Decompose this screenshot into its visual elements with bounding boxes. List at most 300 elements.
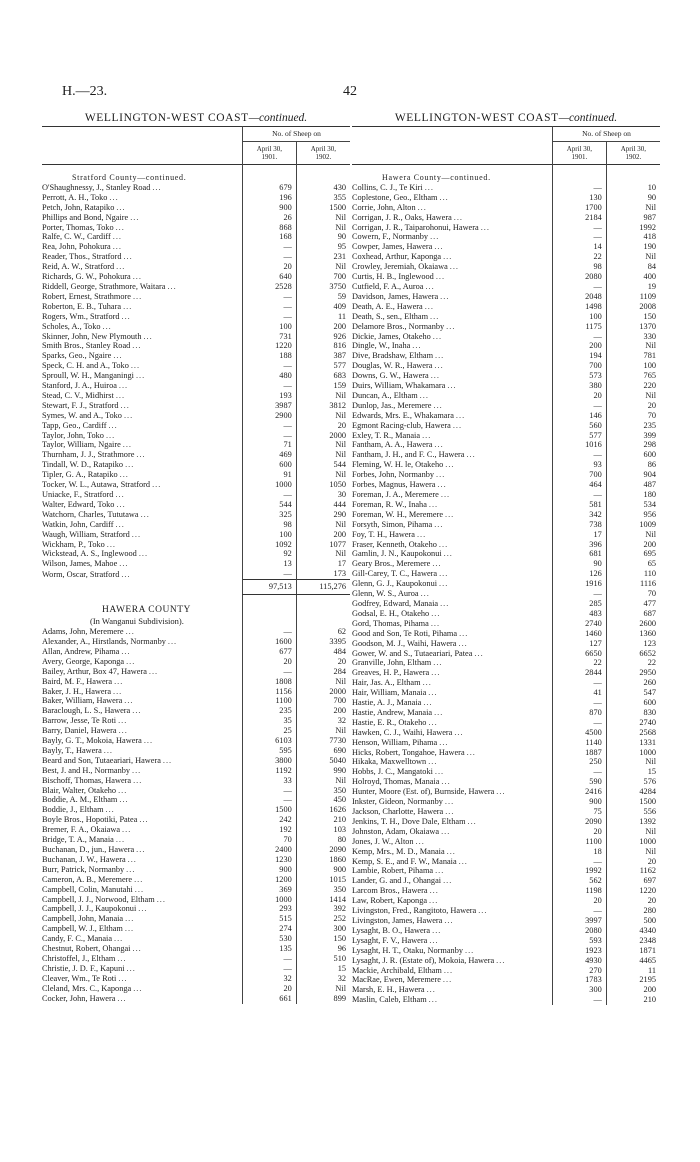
owner-name: Hair, Jas. A., Eltham ... bbox=[352, 678, 432, 688]
sheep-1901: 22 bbox=[553, 252, 607, 262]
sheep-1902: 20 bbox=[296, 657, 350, 667]
sheep-1902: Nil bbox=[606, 530, 660, 540]
sheep-1902: 200 bbox=[606, 540, 660, 550]
sheep-1902: 200 bbox=[296, 322, 350, 332]
table-row bbox=[352, 777, 660, 787]
table-row bbox=[352, 371, 660, 381]
sheep-1902: Nil bbox=[296, 549, 350, 559]
table-row bbox=[352, 619, 660, 629]
owner-name: Greaves, H. P., Hawera ... bbox=[352, 668, 441, 678]
sheep-1901: 483 bbox=[553, 609, 607, 619]
owner-name: Campbell, J. J., Kaupokonui ... bbox=[42, 904, 148, 914]
table-row bbox=[42, 964, 350, 974]
no-of-sheep-header: No. of Sheep on bbox=[243, 127, 351, 142]
sheep-1902: 1626 bbox=[296, 805, 350, 815]
sheep-1901: 235 bbox=[243, 706, 297, 716]
sheep-1901: 1140 bbox=[553, 738, 607, 748]
sheep-1902: 576 bbox=[606, 777, 660, 787]
sheep-1901: 1192 bbox=[243, 766, 297, 776]
sheep-1901: — bbox=[243, 795, 297, 805]
sheep-1901: 731 bbox=[243, 332, 297, 342]
section-total-row bbox=[42, 580, 350, 595]
sheep-1902: 1500 bbox=[606, 797, 660, 807]
sheep-1902: 1331 bbox=[606, 738, 660, 748]
table-row bbox=[42, 401, 350, 411]
sheep-1902: 7730 bbox=[296, 736, 350, 746]
table-row bbox=[352, 421, 660, 431]
sheep-1902: 484 bbox=[296, 647, 350, 657]
sheep-1901: 681 bbox=[553, 549, 607, 559]
sheep-1902: 444 bbox=[296, 500, 350, 510]
sheep-1901: 75 bbox=[553, 807, 607, 817]
sheep-1902: 899 bbox=[296, 994, 350, 1004]
no-of-sheep-header: No. of Sheep on bbox=[553, 127, 661, 142]
table-row bbox=[42, 786, 350, 796]
sheep-1902: Nil bbox=[606, 847, 660, 857]
table-row bbox=[352, 282, 660, 292]
table-row bbox=[42, 875, 350, 885]
owner-name: Baker, J. H., Hawera ... bbox=[42, 686, 123, 696]
sheep-1902: 418 bbox=[606, 232, 660, 242]
sheep-1902: 2600 bbox=[606, 619, 660, 629]
sheep-1902: 1000 bbox=[606, 837, 660, 847]
sheep-1901: 1200 bbox=[243, 875, 297, 885]
sheep-1901: 126 bbox=[553, 569, 607, 579]
sheep-1901: 1600 bbox=[243, 637, 297, 647]
owner-name: Adams, John, Meremere ... bbox=[42, 627, 135, 637]
sheep-1901: 900 bbox=[243, 203, 297, 213]
sheep-1901: 127 bbox=[553, 639, 607, 649]
sheep-1902: 500 bbox=[606, 916, 660, 926]
section-title-row: Stratford County—continued. bbox=[42, 173, 350, 183]
table-row bbox=[42, 520, 350, 530]
owner-name: Christie, J. D. F., Kapuni ... bbox=[42, 963, 136, 973]
sheep-1901: 573 bbox=[553, 371, 607, 381]
sheep-1902: 84 bbox=[606, 262, 660, 272]
sheep-1901: 100 bbox=[243, 530, 297, 540]
owner-name: Barrow, Jesse, Te Roti ... bbox=[42, 716, 128, 726]
table-row bbox=[42, 411, 350, 421]
sheep-1901: 1498 bbox=[553, 302, 607, 312]
table-row bbox=[352, 520, 660, 530]
sheep-1902: 697 bbox=[606, 876, 660, 886]
table-row bbox=[352, 252, 660, 262]
owner-name: Foreman, J. A., Meremere ... bbox=[352, 490, 451, 499]
sheep-1901: 25 bbox=[243, 726, 297, 736]
left-column-title: WELLINGTON-WEST COAST—continued. bbox=[84, 112, 308, 124]
sheep-1902: 17 bbox=[296, 559, 350, 569]
table-row bbox=[352, 817, 660, 827]
owner-name: Davidson, James, Hawera ... bbox=[352, 291, 450, 301]
sheep-1902: 990 bbox=[296, 766, 350, 776]
table-row bbox=[352, 450, 660, 460]
owner-name: Boyle Bros., Hopotiki, Patea ... bbox=[42, 815, 149, 825]
owner-name: Cowern, F., Normanby ... bbox=[352, 232, 440, 242]
owner-name: Alexander, A., Hirstlands, Normanby ... bbox=[42, 636, 178, 646]
sheep-1901: 544 bbox=[243, 500, 297, 510]
sheep-1902: Nil bbox=[606, 341, 660, 351]
sheep-1902: 1077 bbox=[296, 540, 350, 550]
table-row bbox=[42, 252, 350, 262]
table-row bbox=[352, 332, 660, 342]
table-row bbox=[352, 262, 660, 272]
owner-name: Curtis, H. B., Inglewood ... bbox=[352, 272, 446, 282]
owner-name: Tindall, W. D., Ratapiko ... bbox=[42, 460, 135, 470]
table-row bbox=[42, 559, 350, 569]
owner-name: Hastie, E. R., Otakeho ... bbox=[352, 717, 438, 727]
sheep-1902: 765 bbox=[606, 371, 660, 381]
table-row bbox=[352, 668, 660, 678]
table-row bbox=[352, 837, 660, 847]
table-row bbox=[42, 835, 350, 845]
owner-name: Foy, T. H., Hawera ... bbox=[352, 529, 427, 539]
sheep-1901: — bbox=[243, 421, 297, 431]
table-row bbox=[352, 460, 660, 470]
sheep-1902: 4284 bbox=[606, 787, 660, 797]
owner-name: Delamore Bros., Normanby ... bbox=[352, 321, 456, 331]
section-title-row: HAWERA COUNTY bbox=[42, 604, 350, 617]
sheep-1901: 93 bbox=[553, 460, 607, 470]
sheep-1902: 200 bbox=[296, 530, 350, 540]
owner-name: Godsal, E. H., Otakeho ... bbox=[352, 608, 441, 618]
sheep-1902: 80 bbox=[296, 835, 350, 845]
sheep-1901: 2184 bbox=[553, 213, 607, 223]
table-row bbox=[42, 974, 350, 984]
sheep-1902: 2000 bbox=[296, 687, 350, 697]
table-row bbox=[352, 629, 660, 639]
owner-name: Kemp, S. E., and F. W., Manaia ... bbox=[352, 856, 468, 866]
table-row bbox=[42, 213, 350, 223]
owner-name: Mackie, Archibald, Eltham ... bbox=[352, 965, 454, 975]
sheep-1901: — bbox=[243, 964, 297, 974]
table-row bbox=[42, 203, 350, 213]
owner-name: Marsh, E. H., Hawera ... bbox=[352, 985, 436, 995]
table-row bbox=[352, 272, 660, 282]
owner-name: Perrott, A. H., Toko ... bbox=[42, 192, 119, 202]
sheep-1902: Nil bbox=[296, 411, 350, 421]
header-row bbox=[352, 127, 660, 142]
table-row bbox=[352, 718, 660, 728]
sheep-1901: — bbox=[243, 312, 297, 322]
sheep-1901: 20 bbox=[553, 896, 607, 906]
table-row bbox=[352, 847, 660, 857]
table-row bbox=[352, 866, 660, 876]
table-row bbox=[42, 845, 350, 855]
sheep-1902: 556 bbox=[606, 807, 660, 817]
owner-name: Speck, C. H. and A., Toko ... bbox=[42, 361, 141, 371]
total-1902: 115,276 bbox=[296, 580, 350, 595]
sheep-1902: 1360 bbox=[606, 629, 660, 639]
table-row bbox=[42, 371, 350, 381]
table-row bbox=[42, 706, 350, 716]
table-row bbox=[352, 787, 660, 797]
owner-name: Wickstead, A. S., Inglewood ... bbox=[42, 549, 149, 559]
sheep-1902: 2090 bbox=[296, 845, 350, 855]
owner-name: Fraser, Kenneth, Otakeho ... bbox=[352, 539, 449, 549]
sheep-1901: 98 bbox=[553, 262, 607, 272]
owner-name: Gamlin, J. N., Kaupokonui ... bbox=[352, 549, 453, 559]
owner-name: Campbell, W. J., Eltham ... bbox=[42, 924, 135, 934]
sheep-1901: 22 bbox=[553, 658, 607, 668]
table-row bbox=[352, 728, 660, 738]
table-row bbox=[352, 698, 660, 708]
table-row bbox=[352, 559, 660, 569]
sheep-1902: 284 bbox=[296, 667, 350, 677]
table-row bbox=[42, 361, 350, 371]
table-row bbox=[352, 569, 660, 579]
owner-name: Gord, Thomas, Pihama ... bbox=[352, 618, 441, 628]
sheep-1902: 20 bbox=[606, 857, 660, 867]
owner-name: Allan, Andrew, Pihama ... bbox=[42, 646, 131, 656]
owner-name: Geary Bros., Meremere ... bbox=[352, 559, 442, 569]
sheep-1902: 180 bbox=[606, 490, 660, 500]
right-sheep-table bbox=[352, 126, 660, 1005]
table-row bbox=[352, 490, 660, 500]
sheep-1901: 20 bbox=[553, 827, 607, 837]
sheep-1901: 700 bbox=[553, 361, 607, 371]
sheep-1901: 70 bbox=[243, 835, 297, 845]
date2-header: April 30, 1902. bbox=[606, 142, 660, 165]
sheep-1901: 396 bbox=[553, 540, 607, 550]
sheep-1901: 1000 bbox=[243, 480, 297, 490]
table-row bbox=[352, 351, 660, 361]
sheep-1901: 738 bbox=[553, 520, 607, 530]
sheep-1902: 11 bbox=[606, 966, 660, 976]
sheep-1901: 2048 bbox=[553, 292, 607, 302]
table-row bbox=[42, 756, 350, 766]
table-row bbox=[352, 678, 660, 688]
sheep-1901: 2080 bbox=[553, 272, 607, 282]
owner-name: Dive, Bradshaw, Eltham ... bbox=[352, 351, 445, 361]
sheep-1902: 1860 bbox=[296, 855, 350, 865]
sheep-1901: 188 bbox=[243, 351, 297, 361]
date1-header: April 30, 1901. bbox=[553, 142, 607, 165]
table-row bbox=[352, 876, 660, 886]
sheep-1902: 1392 bbox=[606, 817, 660, 827]
owner-name: Coxhead, Arthur, Kaponga ... bbox=[352, 252, 453, 262]
table-row bbox=[42, 569, 350, 579]
table-row bbox=[352, 292, 660, 302]
table-row bbox=[42, 242, 350, 252]
table-row bbox=[42, 657, 350, 667]
sheep-1901: — bbox=[553, 232, 607, 242]
owner-name: Stead, C. V., Midhirst ... bbox=[42, 390, 126, 400]
sheep-1901: — bbox=[553, 589, 607, 599]
table-row bbox=[352, 757, 660, 767]
owner-name: Buchanan, D., jun., Hawera ... bbox=[42, 845, 146, 854]
sheep-1901: 600 bbox=[243, 460, 297, 470]
sheep-1901: 1230 bbox=[243, 855, 297, 865]
table-row bbox=[42, 924, 350, 934]
owner-name: Fantham, J. H., and F. C., Hawera ... bbox=[352, 450, 476, 460]
owner-name: Gill-Carey, T. C., Hawera ... bbox=[352, 569, 449, 579]
table-row bbox=[42, 855, 350, 865]
owner-name: Jenkins, T. H., Dove Dale, Eltham ... bbox=[352, 816, 477, 826]
table-row bbox=[42, 726, 350, 736]
owner-name: Forsyth, Simon, Pihama ... bbox=[352, 519, 444, 529]
owner-name: Beard and Son, Tutaeariari, Hawera ... bbox=[42, 755, 173, 765]
owner-name: Hikaka, Maxwelltown ... bbox=[352, 757, 438, 767]
sheep-1901: 92 bbox=[243, 549, 297, 559]
sheep-1902: 103 bbox=[296, 825, 350, 835]
sheep-1901: 1100 bbox=[243, 696, 297, 706]
sheep-1902: 690 bbox=[296, 746, 350, 756]
sheep-1902: 534 bbox=[606, 500, 660, 510]
sheep-1901: 560 bbox=[553, 421, 607, 431]
table-row bbox=[42, 954, 350, 964]
owner-name: Cutfield, F. A., Auroa ... bbox=[352, 281, 435, 291]
owner-name: Corrigan, J. R., Taiparohonui, Hawera ... bbox=[352, 222, 490, 232]
table-row bbox=[352, 906, 660, 916]
sheep-1902: 150 bbox=[606, 312, 660, 322]
table-row bbox=[42, 540, 350, 550]
sheep-1902: 816 bbox=[296, 341, 350, 351]
table-row bbox=[42, 677, 350, 687]
owner-name: Candy, F. C., Manaia ... bbox=[42, 934, 124, 944]
sheep-1902: 90 bbox=[606, 193, 660, 203]
sheep-1902: Nil bbox=[296, 262, 350, 272]
table-row bbox=[42, 934, 350, 944]
sheep-1901: 20 bbox=[243, 984, 297, 994]
sheep-1902: 700 bbox=[296, 272, 350, 282]
sheep-1902: 3395 bbox=[296, 637, 350, 647]
owner-name: Duncan, A., Eltham ... bbox=[352, 390, 429, 400]
table-row bbox=[42, 272, 350, 282]
table-row bbox=[352, 391, 660, 401]
section-subtitle-row: (In Wanganui Subdivision). bbox=[42, 617, 350, 627]
right-column-title: WELLINGTON-WEST COAST—continued. bbox=[394, 112, 618, 124]
sheep-1902: 987 bbox=[606, 213, 660, 223]
sheep-1901: 196 bbox=[243, 193, 297, 203]
sheep-1902: 956 bbox=[606, 510, 660, 520]
sheep-1902: 1370 bbox=[606, 322, 660, 332]
owner-name: Collins, C. J., Te Kiri ... bbox=[352, 182, 434, 192]
sheep-1902: 159 bbox=[296, 381, 350, 391]
sheep-1901: 274 bbox=[243, 924, 297, 934]
sheep-1901: — bbox=[243, 490, 297, 500]
sheep-1902: 235 bbox=[606, 421, 660, 431]
table-row bbox=[352, 440, 660, 450]
sheep-1901: 135 bbox=[243, 944, 297, 954]
sheep-1901: 71 bbox=[243, 440, 297, 450]
sheep-1901: 242 bbox=[243, 815, 297, 825]
sheep-1901: — bbox=[553, 332, 607, 342]
owner-name: Livingston, James, Hawera ... bbox=[352, 915, 454, 925]
sheep-1901: — bbox=[243, 292, 297, 302]
sheep-1902: 90 bbox=[296, 232, 350, 242]
owner-name: Jones, J. W., Alton ... bbox=[352, 836, 425, 846]
sheep-1901: 342 bbox=[553, 510, 607, 520]
sheep-1901: 2900 bbox=[243, 411, 297, 421]
sheep-1901: 32 bbox=[243, 974, 297, 984]
sheep-1901: 1175 bbox=[553, 322, 607, 332]
sheep-1901: 380 bbox=[553, 381, 607, 391]
sheep-1902: 15 bbox=[606, 767, 660, 777]
sheep-1901: — bbox=[243, 627, 297, 637]
owner-name: Crowley, Jeremiah, Okaiawa ... bbox=[352, 262, 459, 272]
sheep-1901: — bbox=[553, 995, 607, 1005]
sheep-1901: 1000 bbox=[243, 895, 297, 905]
sheep-1902: 95 bbox=[296, 242, 350, 252]
table-row bbox=[352, 946, 660, 956]
sheep-1902: 1000 bbox=[606, 748, 660, 758]
sheep-1901: — bbox=[243, 302, 297, 312]
table-row bbox=[352, 480, 660, 490]
table-row bbox=[42, 530, 350, 540]
section-title-row: Hawera County—continued. bbox=[352, 173, 660, 183]
table-row bbox=[352, 242, 660, 252]
sheep-1901: — bbox=[243, 786, 297, 796]
sheep-1901: 293 bbox=[243, 904, 297, 914]
sheep-1902: 544 bbox=[296, 460, 350, 470]
table-row bbox=[352, 322, 660, 332]
owner-name: Boddie, A. M., Eltham ... bbox=[42, 795, 129, 805]
owner-name: Granville, John, Eltham ... bbox=[352, 658, 443, 668]
sheep-1902: 123 bbox=[606, 639, 660, 649]
owner-name: Livingston, Fred., Rangitoto, Hawera ... bbox=[352, 906, 488, 916]
sheep-1901: 192 bbox=[243, 825, 297, 835]
sheep-1902: 2000 bbox=[296, 431, 350, 441]
table-row bbox=[352, 936, 660, 946]
owner-name: Cocker, John, Hawera ... bbox=[42, 993, 127, 1003]
table-row bbox=[352, 609, 660, 619]
table-row bbox=[42, 944, 350, 954]
owner-name: Coplestone, Geo., Eltham ... bbox=[352, 192, 449, 202]
sheep-1901: — bbox=[553, 450, 607, 460]
owner-name: Bridge, T. A., Manaia ... bbox=[42, 835, 126, 845]
sheep-1901: 469 bbox=[243, 450, 297, 460]
table-row bbox=[352, 985, 660, 995]
sheep-1902: 2348 bbox=[606, 936, 660, 946]
table-row bbox=[352, 431, 660, 441]
sheep-1902: 15 bbox=[296, 964, 350, 974]
sheep-1901: 661 bbox=[243, 994, 297, 1004]
owner-name: Waugh, William, Stratford ... bbox=[42, 529, 142, 539]
owner-name: Burr, Patrick, Normanby ... bbox=[42, 864, 136, 874]
owner-name: Foreman, R. W., Inaha ... bbox=[352, 499, 439, 509]
owner-name: Johnston, Adam, Okaiawa ... bbox=[352, 826, 451, 836]
sheep-1901: — bbox=[553, 718, 607, 728]
table-row bbox=[42, 746, 350, 756]
sheep-1902: 4465 bbox=[606, 956, 660, 966]
sheep-1902: Nil bbox=[296, 223, 350, 233]
owner-name: Hawken, C. J., Waihi, Hawera ... bbox=[352, 727, 464, 737]
sheep-1901: 90 bbox=[553, 559, 607, 569]
owner-name: Rogers, Wm., Stratford ... bbox=[42, 311, 131, 321]
sheep-1902: 1050 bbox=[296, 480, 350, 490]
sheep-1902: 200 bbox=[296, 706, 350, 716]
sheep-1902: 4340 bbox=[606, 926, 660, 936]
table-row bbox=[42, 480, 350, 490]
sheep-1901: 1500 bbox=[243, 805, 297, 815]
date1-header: April 30, 1901. bbox=[243, 142, 297, 165]
sheep-1901: 1198 bbox=[553, 886, 607, 896]
sheep-1902: Nil bbox=[296, 726, 350, 736]
sheep-1902: 430 bbox=[296, 183, 350, 193]
sheep-1902: 30 bbox=[296, 490, 350, 500]
owner-name: Holroyd, Thomas, Manaia ... bbox=[352, 777, 451, 787]
owner-name: Chestnut, Robert, Ohangai ... bbox=[42, 944, 142, 954]
sheep-1902: 62 bbox=[296, 627, 350, 637]
owner-name: Cowper, James, Hawera ... bbox=[352, 242, 444, 252]
sheep-1902: 2195 bbox=[606, 975, 660, 985]
owner-name: Cleaver, Wm., Te Roti ... bbox=[42, 973, 128, 983]
sheep-1902: 190 bbox=[606, 242, 660, 252]
table-row bbox=[352, 361, 660, 371]
sheep-1902: Nil bbox=[606, 252, 660, 262]
sheep-1902: 1109 bbox=[606, 292, 660, 302]
owner-name: Walter, Edward, Toko ... bbox=[42, 499, 126, 509]
